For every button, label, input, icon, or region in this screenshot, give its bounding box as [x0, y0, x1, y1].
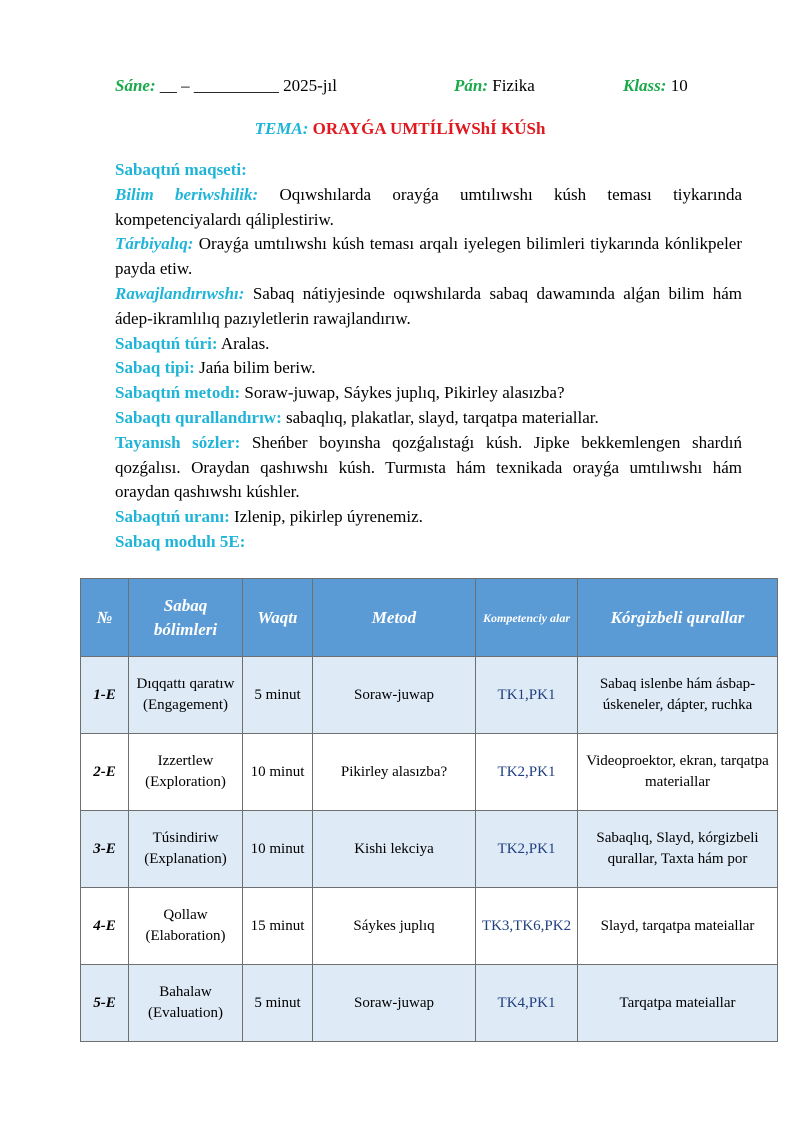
development-label: Rawajlandırıwshı:: [115, 283, 245, 303]
development-objective: [115, 282, 742, 332]
lesson-keywords-label: Tayanısh sózler:: [115, 432, 241, 452]
lesson-motto-value: Izlenip, pikirlep úyrenemiz.: [234, 507, 423, 527]
lesson-motto: [115, 505, 742, 530]
lesson-kind-label: Sabaq tipi:: [115, 358, 195, 378]
row-number: 2-E: [81, 734, 129, 811]
row-time: 10 minut: [243, 811, 313, 888]
lesson-keywords-value: Sheńber boyınsha qozǵalıstaǵı kúsh. Jipke bekkemlengen shardıń qozǵalısı. Oraydan qashıwshı kúsh. Turmısta hám texnikada orayǵa umtılıwshı hám oraydan qashıwshı kúshler.: [115, 432, 742, 502]
row-method: Soraw-juwap: [313, 965, 476, 1042]
table-row: [81, 734, 778, 811]
subject-value: Fizika: [492, 76, 535, 95]
date-label: Sáne:: [115, 76, 156, 95]
lesson-module-label: Sabaq modulı 5E:: [115, 531, 246, 551]
lesson-kind: [115, 356, 742, 381]
row-number: 1-E: [81, 657, 129, 734]
development-text: Sabaq nátiyjesinde oqıwshılarda sabaq dawamında alǵan bilim hám ádep-ikramlılıq pazıyletlerin rawajlandırıw.: [115, 283, 743, 328]
row-stage: Bahalaw (Evaluation): [129, 965, 243, 1042]
upbringing-objective: [115, 232, 742, 282]
date-field: [115, 76, 337, 96]
lesson-equipment: [115, 406, 742, 431]
topic-name: ORAYǴA UMTÍLÍWShÍ KÚSh: [312, 119, 546, 138]
lesson-equipment-label: Sabaqtı qurallandırıw:: [115, 407, 282, 427]
col-header-stage: Sabaq bólimleri: [129, 579, 243, 657]
row-number: 5-E: [81, 965, 129, 1042]
lesson-method-label: Sabaqtıń metodı:: [115, 383, 241, 403]
col-header-method: Metod: [313, 579, 476, 657]
topic-title: [0, 119, 800, 139]
class-field: [623, 76, 688, 96]
row-time: 5 minut: [243, 657, 313, 734]
lesson-motto-label: Sabaqtıń uranı:: [115, 507, 230, 527]
row-time: 10 minut: [243, 734, 313, 811]
lesson-method-value: Soraw-juwap, Sáykes juplıq, Pikirley alasızba?: [244, 383, 565, 403]
upbringing-label: Tárbiyalıq:: [115, 234, 194, 254]
subject-field: [454, 76, 535, 96]
upbringing-text: Orayǵa umtılıwshı kúsh teması arqalı iyelegen bilimleri tiykarında kónlikpeler payda etiw.: [115, 234, 743, 279]
row-stage: Dıqqattı qaratıw (Engagement): [129, 657, 243, 734]
row-method: Pikirley alasızba?: [313, 734, 476, 811]
row-method: Sáykes juplıq: [313, 888, 476, 965]
row-competencies: TK2,PK1: [476, 734, 578, 811]
table-row: [81, 657, 778, 734]
lesson-type-label: Sabaqtıń túri:: [115, 333, 218, 353]
col-header-tools: Kórgizbeli qurallar: [578, 579, 778, 657]
row-competencies: TK3,TK6,PK2: [476, 888, 578, 965]
subject-label: Pán:: [454, 76, 488, 95]
row-tools: Videoproektor, ekran, tarqatpa materiallar: [578, 734, 778, 811]
class-label: Klass:: [623, 76, 667, 95]
row-stage: Qollaw (Elaboration): [129, 888, 243, 965]
topic-label: TEMA:: [254, 119, 309, 138]
row-method: Soraw-juwap: [313, 657, 476, 734]
table-header-row: [81, 579, 778, 657]
lesson-method: [115, 381, 742, 406]
row-time: 5 minut: [243, 965, 313, 1042]
lesson-kind-value: Jańa bilim beriw.: [199, 358, 316, 378]
row-time: 15 minut: [243, 888, 313, 965]
row-tools: Sabaq islenbe hám ásbap-úskeneler, dápter, ruchka: [578, 657, 778, 734]
col-header-number: №: [81, 579, 129, 657]
row-method: Kishi lekciya: [313, 811, 476, 888]
row-number: 3-E: [81, 811, 129, 888]
class-value: 10: [670, 76, 688, 95]
row-competencies: TK1,PK1: [476, 657, 578, 734]
row-stage: Túsindiriw (Explanation): [129, 811, 243, 888]
col-header-competencies: Kompetenciy alar: [476, 579, 578, 657]
objectives-heading: Sabaqtıń maqseti:: [115, 160, 247, 179]
education-text: Oqıwshılarda orayǵa umtılıwshı kúsh teması tiykarında kompetenciyalardı qáliplestiriw.: [115, 184, 743, 229]
row-tools: Tarqatpa mateiallar: [578, 965, 778, 1042]
table-row: [81, 888, 778, 965]
table-row: [81, 811, 778, 888]
document-header: [115, 76, 715, 100]
education-objective: [115, 183, 742, 233]
lesson-equipment-value: sabaqlıq, plakatlar, slayd, tarqatpa materiallar.: [286, 407, 599, 427]
lesson-module-table: [80, 578, 778, 1042]
lesson-description: [115, 158, 742, 555]
row-stage: Izzertlew (Exploration): [129, 734, 243, 811]
row-tools: Sabaqlıq, Slayd, kórgizbeli qurallar, Taxta hám por: [578, 811, 778, 888]
row-number: 4-E: [81, 888, 129, 965]
date-value: __ – __________ 2025-jıl: [159, 76, 337, 95]
row-tools: Slayd, tarqatpa mateiallar: [578, 888, 778, 965]
education-label: Bilim beriwshilik:: [115, 184, 259, 204]
lesson-keywords: [115, 431, 742, 505]
table-row: [81, 965, 778, 1042]
lesson-type-value: Aralas.: [220, 333, 270, 353]
lesson-type: [115, 332, 742, 357]
row-competencies: TK2,PK1: [476, 811, 578, 888]
row-competencies: TK4,PK1: [476, 965, 578, 1042]
col-header-time: Waqtı: [243, 579, 313, 657]
